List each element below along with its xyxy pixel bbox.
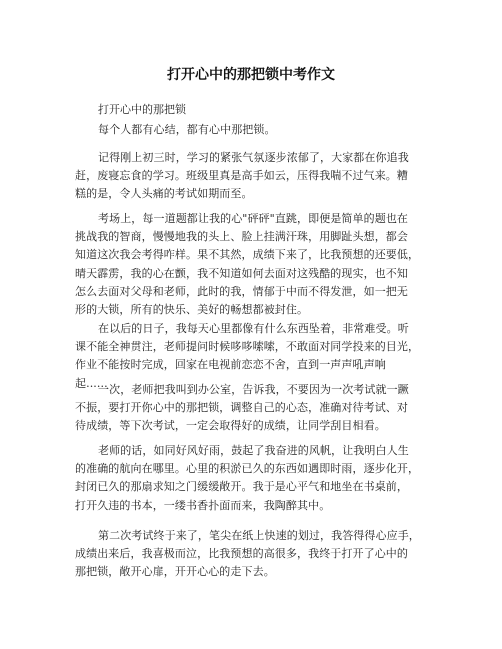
paragraph-line: 作业不能按时完成，回家在电视前恋恋不舍，直到一声声吼声响 bbox=[75, 358, 386, 372]
paragraph-line: 记得刚上初三时，学习的紧张气氛逐步浓郁了，大家都在你追我 bbox=[98, 151, 409, 164]
paragraph-line: 打开久违的书本，一缕书香扑面而来，我陶醉其中。 bbox=[75, 498, 331, 512]
paragraph-line: 在以后的日子，我每天心里都像有什么东西坠着，非常难受。听 bbox=[98, 322, 409, 335]
paragraph-line: 老师的话，如同好风好雨，鼓起了我奋进的风帆，让我明白人生 bbox=[98, 444, 409, 457]
article-subtitle: 打开心中的那把锁 bbox=[98, 103, 186, 116]
paragraph-line: 一次，老师把我叫到办公室，告诉我，不要因为一次考试就一蹶 bbox=[98, 383, 409, 396]
paragraph-line: 那把锁，敞开心扉，开开心心的走下去。 bbox=[75, 565, 275, 579]
paragraph-line: 形的大锁，所有的快乐、美好的畅想都被封住。 bbox=[75, 303, 309, 316]
paragraph-line: 知道这次我会考得咋样。果不其然，成绩下来了，比我预想的还要低， bbox=[75, 248, 420, 262]
page-title: 打开心中的那把锁中考作文 bbox=[167, 67, 335, 83]
paragraph-line: 课不能全神贯注，老师提问时候哆哆嗦嗦，不敢面对同学投来的目光， bbox=[75, 340, 420, 354]
paragraph-line: 糕的是，令人头痛的考试如期而至。 bbox=[75, 187, 253, 201]
paragraph-line: 每个人都有心结，都有心中那把锁。 bbox=[98, 123, 276, 136]
paragraph-line: 封闭已久的那扇求知之门缓缓敞开。我于是心平气和地坐在书桌前， bbox=[75, 480, 408, 494]
paragraph-line: 挑战我的智商，慢慢地我的头上、脸上挂满汗珠，用脚趾头想，都会 bbox=[75, 230, 408, 244]
paragraph-line: 怎么去面对父母和老师，此时的我，情郁于中而不得发泄，如一把无 bbox=[75, 284, 408, 298]
paragraph-line: 不振，要打开你心中的那把锁，调整自己的心态，准确对待考试、对 bbox=[75, 401, 408, 415]
paragraph-line: 晴天霹雳，我的心在颤，我不知道如何去面对这残酷的现实，也不知 bbox=[75, 266, 408, 280]
paragraph-line: 的准确的航向在哪里。心里的积淤已久的东西如遇即时雨，逐步化开， bbox=[75, 462, 420, 476]
paragraph-line: 考场上，每一道题都让我的心"砰砰"直跳，即便是简单的题也在 bbox=[98, 212, 409, 225]
paragraph-line: 起...... bbox=[75, 376, 108, 390]
paragraph-line: 待成绩，等下次考试，一定会取得好的成绩，让同学刮目相看。 bbox=[75, 419, 386, 433]
paragraph-line: 成绩出来后，我喜极而泣，比我预想的高很多，我终于打开了心中的 bbox=[75, 547, 408, 561]
paragraph-line: 第二次考试终于来了，笔尖在纸上快速的划过，我答得得心应手， bbox=[98, 529, 420, 542]
paragraph-line: 赶，废寝忘食的学习。班级里真是高手如云，压得我喘不过气来。糟 bbox=[75, 169, 408, 183]
